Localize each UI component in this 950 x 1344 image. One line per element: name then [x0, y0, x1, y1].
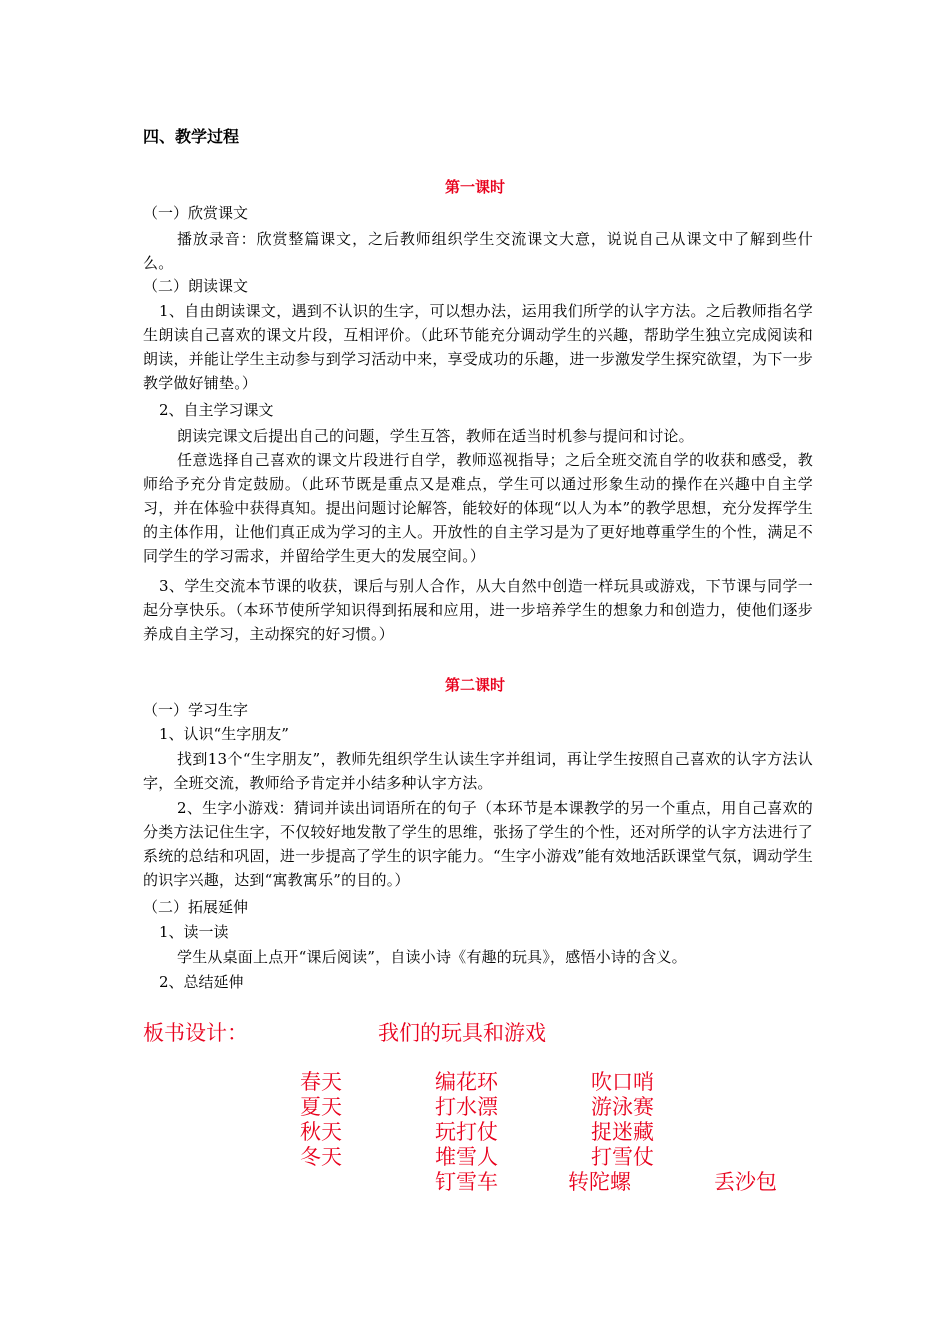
season-autumn: 秋天: [300, 1120, 342, 1144]
game-item: 转陀螺: [568, 1170, 631, 1194]
lesson1-step1: 1、自由朗读课文，遇到不认识的生字，可以想办法，运用我们所学的认字方法。之后教师指名学生朗读自己喜欢的课文片段，互相评价。（此环节能充分调动学生的兴趣，帮助学生独立完成阅读和朗读，并能让学生主动参与到学习活动中来，享受成功的乐趣，进一步激发学生探究欲望，为下一步教学做好铺垫。）: [143, 302, 813, 392]
game-item: 吹口哨: [591, 1070, 654, 1094]
game-item: 堆雪人: [435, 1145, 498, 1169]
lesson2-summary-heading: 2、总结延伸: [159, 973, 244, 991]
lesson2-read-heading: 1、读一读: [159, 923, 229, 941]
lesson1-part1-body: 播放录音：欣赏整篇课文，之后教师组织学生交流课文大意，说说自己从课文中了解到些什么。: [143, 230, 813, 272]
lesson1-step3: 3、学生交流本节课的收获，课后与别人合作，从大自然中创造一样玩具或游戏，下节课与同学一起分享快乐。（本环节使所学知识得到拓展和应用，进一步培养学生的想象力和创造力，使他们逐步养成自主学习，主动探究的好习惯。）: [143, 577, 813, 643]
lesson2-step1-body: 找到13个“生字朋友”，教师先组织学生认读生字并组词，再让学生按照自己喜欢的认字方法认字，全班交流，教师给予肯定并小结多种认字方法。: [143, 750, 813, 792]
lesson2-part2-heading: （二）拓展延伸: [143, 898, 249, 916]
game-item: 游泳赛: [591, 1095, 654, 1119]
lesson2-step2: 2、生字小游戏：猜词并读出词语所在的句子（本环节是本课教学的另一个重点，用自己喜欢的分类方法记住生字，不仅较好地发散了学生的思维，张扬了学生的个性，还对所学的认字方法进行了系统的总结和巩固，进一步提高了学生的识字能力。“生字小游戏”能有效地活跃课堂气氛，调动学生的识字兴趣，达到“寓教寓乐”的目的。）: [143, 799, 813, 889]
board-title: 我们的玩具和游戏: [378, 1021, 546, 1045]
lesson1-step2-b: 任意选择自己喜欢的课文片段进行自学，教师巡视指导；之后全班交流自学的收获和感受，教师给予充分肯定鼓励。（此环节既是重点又是难点，学生可以通过形象生动的操作在兴趣中自主学习，并在体验中获得真知。提出问题讨论解答，能较好的体现“以人为本”的教学思想，充分发挥学生的主体作用，让他们真正成为学习的主人。开放性的自主学习是为了更好地尊重学生的个性，满足不同学生的学习需求，并留给学生更大的发展空间。）: [143, 451, 813, 565]
lesson2-part1-heading: （一）学习生字: [143, 701, 249, 719]
board-label: 板书设计：: [143, 1021, 248, 1045]
game-item: 编花环: [435, 1070, 498, 1094]
game-item: 玩打仗: [435, 1120, 498, 1144]
season-spring: 春天: [300, 1070, 342, 1094]
lesson1-part2-heading: （二）朗读课文: [143, 277, 249, 295]
game-item: 打水漂: [435, 1095, 498, 1119]
lesson1-step2-heading: 2、自主学习课文: [159, 401, 274, 419]
lesson2-step1-heading: 1、认识“生字朋友”: [159, 725, 289, 743]
lesson2-read-body: 学生从桌面上点开“课后阅读”，自读小诗《有趣的玩具》，感悟小诗的含义。: [177, 948, 687, 966]
game-item: 打雪仗: [591, 1145, 654, 1169]
lesson1-part1-heading: （一）欣赏课文: [143, 204, 249, 222]
lesson1-title: 第一课时: [444, 178, 505, 196]
lesson1-step2-a: 朗读完课文后提出自己的问题，学生互答，教师在适当时机参与提问和讨论。: [177, 427, 694, 445]
season-summer: 夏天: [300, 1095, 342, 1119]
lesson2-title: 第二课时: [444, 676, 505, 694]
game-item: 捉迷藏: [591, 1120, 654, 1144]
game-item: 钉雪车: [435, 1170, 498, 1194]
game-item: 丢沙包: [714, 1170, 777, 1194]
section-title: 四、教学过程: [143, 127, 240, 146]
season-winter: 冬天: [300, 1145, 342, 1169]
